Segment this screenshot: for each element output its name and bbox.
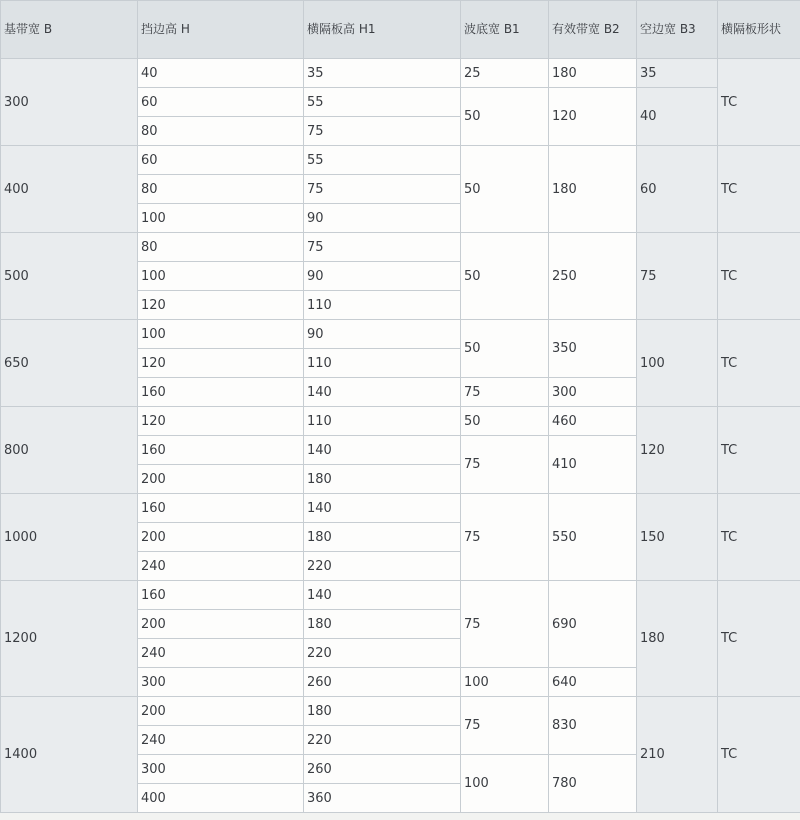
cell-free-edge-width: 75 — [637, 233, 718, 320]
cell-cleat-shape: TC — [718, 697, 800, 813]
cell-effective-width: 300 — [549, 378, 637, 407]
cell-bottom-width: 100 — [461, 668, 549, 697]
cell-effective-width: 120 — [549, 88, 637, 146]
cell-cleat-height: 140 — [304, 436, 461, 465]
table-row — [1, 59, 800, 88]
cell-sidewall-height: 300 — [138, 755, 304, 784]
cell-effective-width: 830 — [549, 697, 637, 755]
cell-sidewall-height: 120 — [138, 349, 304, 378]
table-row — [1, 146, 800, 175]
cell-cleat-height: 140 — [304, 494, 461, 523]
cell-free-edge-width: 35 — [637, 59, 718, 88]
cell-cleat-height: 220 — [304, 639, 461, 668]
cell-bottom-width: 50 — [461, 233, 549, 320]
cell-belt-width: 1000 — [1, 494, 138, 581]
table-row — [1, 233, 800, 262]
cell-free-edge-width: 150 — [637, 494, 718, 581]
cell-cleat-height: 140 — [304, 581, 461, 610]
cell-sidewall-height: 60 — [138, 146, 304, 175]
cell-belt-width: 800 — [1, 407, 138, 494]
cell-effective-width: 460 — [549, 407, 637, 436]
cell-belt-width: 650 — [1, 320, 138, 407]
cell-cleat-shape: TC — [718, 146, 800, 233]
cell-cleat-height: 110 — [304, 407, 461, 436]
table-row — [1, 494, 800, 523]
cell-sidewall-height: 80 — [138, 175, 304, 204]
cell-sidewall-height: 160 — [138, 494, 304, 523]
cell-cleat-height: 110 — [304, 349, 461, 378]
cell-cleat-height: 35 — [304, 59, 461, 88]
cell-bottom-width: 25 — [461, 59, 549, 88]
cell-cleat-shape: TC — [718, 59, 800, 146]
cell-sidewall-height: 160 — [138, 436, 304, 465]
cell-sidewall-height: 200 — [138, 465, 304, 494]
cell-sidewall-height: 160 — [138, 378, 304, 407]
cell-cleat-height: 360 — [304, 784, 461, 813]
cell-cleat-height: 220 — [304, 552, 461, 581]
cell-sidewall-height: 80 — [138, 233, 304, 262]
cell-sidewall-height: 40 — [138, 59, 304, 88]
cell-bottom-width: 100 — [461, 755, 549, 813]
cell-belt-width: 500 — [1, 233, 138, 320]
cell-free-edge-width: 120 — [637, 407, 718, 494]
cell-belt-width: 300 — [1, 59, 138, 146]
cell-free-edge-width: 60 — [637, 146, 718, 233]
cell-sidewall-height: 200 — [138, 523, 304, 552]
cell-free-edge-width: 100 — [637, 320, 718, 407]
cell-cleat-height: 260 — [304, 668, 461, 697]
cell-effective-width: 690 — [549, 581, 637, 668]
cell-cleat-height: 180 — [304, 697, 461, 726]
cell-effective-width: 250 — [549, 233, 637, 320]
cell-bottom-width: 50 — [461, 320, 549, 378]
cell-cleat-height: 220 — [304, 726, 461, 755]
cell-cleat-height: 260 — [304, 755, 461, 784]
cell-cleat-height: 55 — [304, 88, 461, 117]
header-free-edge-width: 空边宽 B3 — [637, 1, 718, 59]
cell-effective-width: 640 — [549, 668, 637, 697]
cell-bottom-width: 50 — [461, 407, 549, 436]
cell-bottom-width: 75 — [461, 436, 549, 494]
cell-sidewall-height: 160 — [138, 581, 304, 610]
cell-bottom-width: 50 — [461, 88, 549, 146]
cell-effective-width: 780 — [549, 755, 637, 813]
cell-effective-width: 180 — [549, 59, 637, 88]
cell-cleat-shape: TC — [718, 233, 800, 320]
cell-sidewall-height: 60 — [138, 88, 304, 117]
cell-bottom-width: 75 — [461, 697, 549, 755]
cell-bottom-width: 75 — [461, 581, 549, 668]
cell-cleat-height: 90 — [304, 320, 461, 349]
cell-belt-width: 1400 — [1, 697, 138, 813]
cell-bottom-width: 75 — [461, 494, 549, 581]
cell-sidewall-height: 240 — [138, 552, 304, 581]
cell-cleat-height: 180 — [304, 523, 461, 552]
cell-belt-width: 400 — [1, 146, 138, 233]
cell-cleat-shape: TC — [718, 407, 800, 494]
cell-cleat-shape: TC — [718, 320, 800, 407]
cell-sidewall-height: 100 — [138, 262, 304, 291]
cell-sidewall-height: 80 — [138, 117, 304, 146]
cell-sidewall-height: 120 — [138, 407, 304, 436]
cell-effective-width: 410 — [549, 436, 637, 494]
cell-free-edge-width: 40 — [637, 88, 718, 146]
cell-sidewall-height: 120 — [138, 291, 304, 320]
cell-sidewall-height: 400 — [138, 784, 304, 813]
table-header — [1, 1, 800, 59]
table-row — [1, 697, 800, 726]
cell-cleat-shape: TC — [718, 581, 800, 697]
cell-sidewall-height: 300 — [138, 668, 304, 697]
cell-cleat-height: 180 — [304, 610, 461, 639]
table-row — [1, 581, 800, 610]
cell-bottom-width: 50 — [461, 146, 549, 233]
header-bottom-width: 波底宽 B1 — [461, 1, 549, 59]
header-sidewall-height: 挡边高 H — [138, 1, 304, 59]
cell-sidewall-height: 200 — [138, 697, 304, 726]
cell-cleat-height: 90 — [304, 262, 461, 291]
cell-cleat-shape: TC — [718, 494, 800, 581]
header-cleat-shape: 横隔板形状 — [718, 1, 800, 59]
cell-sidewall-height: 240 — [138, 639, 304, 668]
cell-sidewall-height: 240 — [138, 726, 304, 755]
cell-cleat-height: 75 — [304, 117, 461, 146]
table-body — [1, 59, 800, 813]
cell-cleat-height: 140 — [304, 378, 461, 407]
header-belt-width: 基带宽 B — [1, 1, 138, 59]
cell-cleat-height: 75 — [304, 233, 461, 262]
cell-sidewall-height: 100 — [138, 204, 304, 233]
cell-sidewall-height: 100 — [138, 320, 304, 349]
header-cleat-height: 横隔板高 H1 — [304, 1, 461, 59]
cell-cleat-height: 180 — [304, 465, 461, 494]
cell-effective-width: 350 — [549, 320, 637, 378]
cell-cleat-height: 75 — [304, 175, 461, 204]
cell-cleat-height: 110 — [304, 291, 461, 320]
cell-cleat-height: 55 — [304, 146, 461, 175]
cell-cleat-height: 90 — [304, 204, 461, 233]
cell-effective-width: 550 — [549, 494, 637, 581]
header-effective-width: 有效带宽 B2 — [549, 1, 637, 59]
cell-bottom-width: 75 — [461, 378, 549, 407]
table-row — [1, 320, 800, 349]
cell-effective-width: 180 — [549, 146, 637, 233]
cell-free-edge-width: 210 — [637, 697, 718, 813]
cell-free-edge-width: 180 — [637, 581, 718, 697]
table-row — [1, 407, 800, 436]
cell-belt-width: 1200 — [1, 581, 138, 697]
cell-sidewall-height: 200 — [138, 610, 304, 639]
